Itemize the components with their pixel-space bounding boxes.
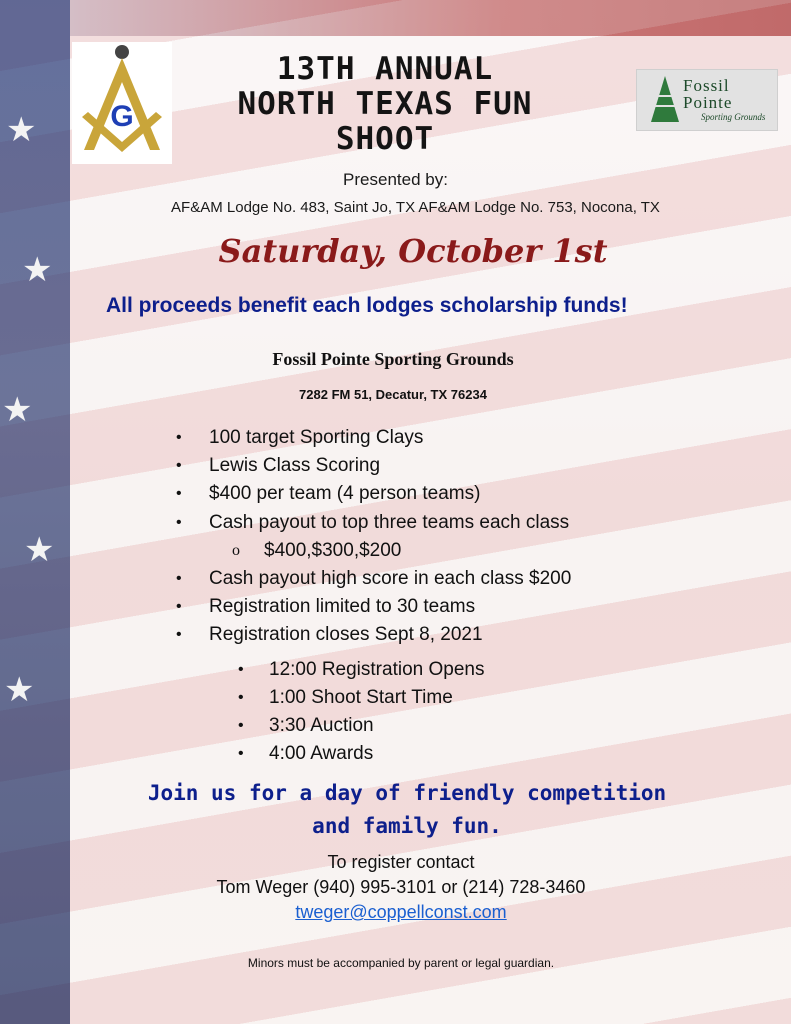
list-item: • Registration limited to 30 teams bbox=[176, 596, 476, 618]
bullet-icon: • bbox=[176, 513, 182, 531]
schedule-item: • 12:00 Registration Opens bbox=[238, 659, 485, 680]
event-title-line-3: SHOOT bbox=[335, 121, 435, 157]
join-line-2: and family fun. bbox=[312, 814, 502, 838]
details-list bbox=[176, 424, 571, 650]
bullet-icon: • bbox=[176, 598, 182, 616]
list-item: • Lewis Class Scoring bbox=[176, 455, 381, 477]
join-line-1: Join us for a day of friendly competition bbox=[147, 781, 667, 805]
event-title-line-1: 13TH ANNUAL bbox=[276, 51, 494, 87]
sub-bullet-icon: o bbox=[232, 541, 240, 559]
join-invitation bbox=[0, 777, 791, 843]
logo-line-3: Sporting Grounds bbox=[701, 112, 766, 122]
logo-line-1: Fossil bbox=[683, 76, 730, 95]
list-item: • $400 per team (4 person teams) bbox=[176, 483, 481, 505]
event-title-line-2: NORTH TEXAS FUN bbox=[237, 86, 533, 122]
schedule-item: • 4:00 Awards bbox=[238, 743, 374, 764]
bullet-icon: • bbox=[176, 457, 182, 475]
bullet-icon: • bbox=[176, 626, 182, 644]
email-link[interactable]: tweger@coppellconst.com bbox=[295, 902, 507, 922]
lodges-line: AF&AM Lodge No. 483, Saint Jo, TX AF&AM Lodge No. 753, Nocona, TX bbox=[171, 199, 660, 216]
event-date: Saturday, October 1st bbox=[218, 232, 608, 270]
bullet-icon: • bbox=[238, 717, 244, 734]
list-item: • Cash payout high score in each class $200 bbox=[176, 568, 572, 590]
list-item: • Cash payout to top three teams each class bbox=[176, 511, 570, 533]
list-item: • 100 target Sporting Clays bbox=[176, 427, 424, 449]
schedule-item: • 3:30 Auction bbox=[238, 715, 374, 736]
logo-line-2: Pointe bbox=[683, 93, 733, 112]
venue-name: Fossil Pointe Sporting Grounds bbox=[272, 349, 514, 369]
sub-list-item: o $400,$300,$200 bbox=[232, 539, 402, 561]
list-item: • Registration closes Sept 8, 2021 bbox=[176, 624, 483, 646]
registration-contact bbox=[0, 850, 791, 925]
venue-address: 7282 FM 51, Decatur, TX 76234 bbox=[299, 387, 487, 402]
bullet-icon: • bbox=[238, 745, 244, 762]
bullet-icon: • bbox=[176, 570, 182, 588]
pine-tree-icon bbox=[647, 76, 683, 124]
register-heading: To register contact bbox=[327, 852, 475, 872]
bullet-icon: • bbox=[238, 689, 244, 706]
bullet-icon: • bbox=[238, 661, 244, 678]
proceeds-statement: All proceeds benefit each lodges scholarship funds! bbox=[106, 294, 628, 317]
bullet-icon: • bbox=[176, 429, 182, 447]
schedule-item: • 1:00 Shoot Start Time bbox=[238, 687, 453, 708]
presented-by: Presented by: bbox=[343, 170, 448, 189]
bullet-icon: • bbox=[176, 485, 182, 503]
square-and-compass-icon bbox=[72, 42, 172, 164]
masonic-letter: G bbox=[110, 100, 134, 133]
flag-stripe-band bbox=[70, 0, 791, 36]
register-phone: Tom Weger (940) 995-3101 or (214) 728-3460 bbox=[216, 877, 586, 897]
schedule-list bbox=[238, 656, 484, 768]
fossil-pointe-logo bbox=[636, 69, 778, 131]
flag-stars: ★ ★ ★ ★ ★ bbox=[2, 111, 55, 709]
masonic-logo bbox=[72, 42, 172, 164]
minors-notice: Minors must be accompanied by parent or legal guardian. bbox=[247, 956, 555, 970]
